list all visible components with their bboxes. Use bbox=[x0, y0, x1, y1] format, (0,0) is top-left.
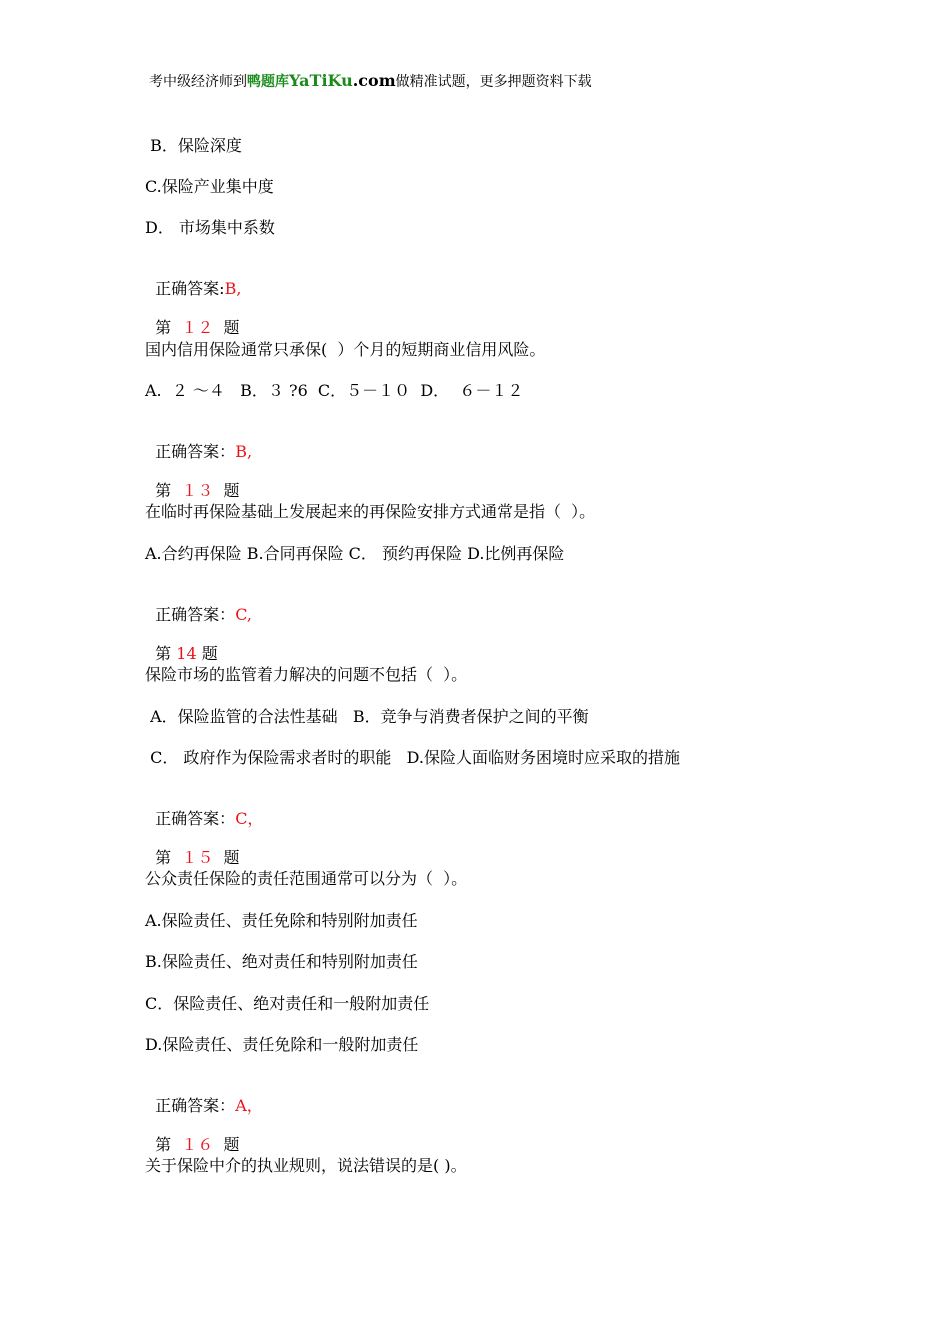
q15-option-b: B.保险责任、绝对责任和特别附加责任 bbox=[145, 952, 418, 971]
question-number: １６ bbox=[181, 1135, 214, 1154]
q11-option-d: D． 市场集中系数 bbox=[145, 218, 275, 237]
q13-title bbox=[145, 461, 240, 501]
answer-value: C， bbox=[235, 809, 264, 828]
q12-options: A. ２ ～４ B．３ ?6 C．５－１０ D． ６－１２ bbox=[145, 381, 524, 400]
question-number: １５ bbox=[181, 848, 214, 867]
header-suffix: 做精准试题，更多押题资料下载 bbox=[395, 74, 592, 90]
answer-label: 正确答案： bbox=[155, 809, 236, 828]
q12-title bbox=[145, 298, 240, 338]
q11-option-c: C.保险产业集中度 bbox=[145, 177, 274, 196]
q15-title bbox=[145, 828, 240, 868]
q15-option-a: A.保险责任、责任免除和特别附加责任 bbox=[145, 911, 418, 930]
answer-label: 正确答案： bbox=[155, 1096, 236, 1115]
question-title-suffix: 题 bbox=[213, 481, 240, 500]
q16-title bbox=[145, 1115, 240, 1155]
page-header bbox=[149, 71, 592, 91]
q15-stem: 公众责任保险的责任范围通常可以分为（ ）。 bbox=[145, 869, 468, 888]
question-title-suffix: 题 bbox=[196, 644, 218, 663]
question-number: １２ bbox=[181, 318, 214, 337]
question-title-prefix: 第 bbox=[155, 481, 182, 500]
q12-stem: 国内信用保险通常只承保( ）个月的短期商业信用风险。 bbox=[145, 340, 546, 359]
q12-answer bbox=[145, 422, 252, 462]
q15-option-d: D.保险责任、责任免除和一般附加责任 bbox=[145, 1035, 419, 1054]
question-title-prefix: 第 bbox=[155, 848, 182, 867]
question-number: 14 bbox=[176, 644, 197, 663]
q13-answer bbox=[145, 585, 252, 625]
q15-answer bbox=[145, 1076, 263, 1116]
question-title-suffix: 题 bbox=[213, 318, 240, 337]
answer-label: 正确答案: bbox=[155, 279, 225, 298]
question-title-prefix: 第 bbox=[155, 644, 177, 663]
question-title-prefix: 第 bbox=[155, 1135, 182, 1154]
q14-options-cd: C． 政府作为保险需求者时的职能 D.保险人面临财务困境时应采取的措施 bbox=[145, 748, 681, 767]
q11-option-b: B．保险深度 bbox=[145, 136, 242, 155]
q14-stem: 保险市场的监管着力解决的问题不包括（ ）。 bbox=[145, 665, 468, 684]
header-prefix: 考中级经济师到 bbox=[149, 74, 247, 90]
answer-label: 正确答案： bbox=[155, 605, 236, 624]
q13-stem: 在临时再保险基础上发展起来的再保险安排方式通常是指（ ）。 bbox=[145, 502, 596, 521]
answer-value: B, bbox=[224, 279, 242, 298]
q16-stem: 关于保险中介的执业规则，说法错误的是( )。 bbox=[145, 1156, 467, 1175]
q14-answer bbox=[145, 789, 263, 829]
question-title-suffix: 题 bbox=[213, 1135, 240, 1154]
brand-name-en: YaTiKu bbox=[289, 71, 353, 90]
question-number: １３ bbox=[181, 481, 214, 500]
answer-value: B, bbox=[235, 442, 253, 461]
answer-value: C, bbox=[235, 605, 252, 624]
answer-value: A， bbox=[235, 1096, 263, 1115]
brand-name-cn: 鸭题库 bbox=[247, 74, 289, 90]
q15-option-c: C．保险责任、绝对责任和一般附加责任 bbox=[145, 994, 430, 1013]
brand-domain: .com bbox=[352, 71, 396, 90]
question-title-prefix: 第 bbox=[155, 318, 182, 337]
answer-label: 正确答案： bbox=[155, 442, 236, 461]
q13-options: A.合约再保险 B.合同再保险 C． 预约再保险 D.比例再保险 bbox=[145, 544, 565, 563]
q11-answer bbox=[145, 259, 241, 299]
q14-options-ab: A．保险监管的合法性基础 B．竞争与消费者保护之间的平衡 bbox=[145, 707, 589, 726]
q14-title bbox=[145, 624, 218, 664]
question-title-suffix: 题 bbox=[213, 848, 240, 867]
